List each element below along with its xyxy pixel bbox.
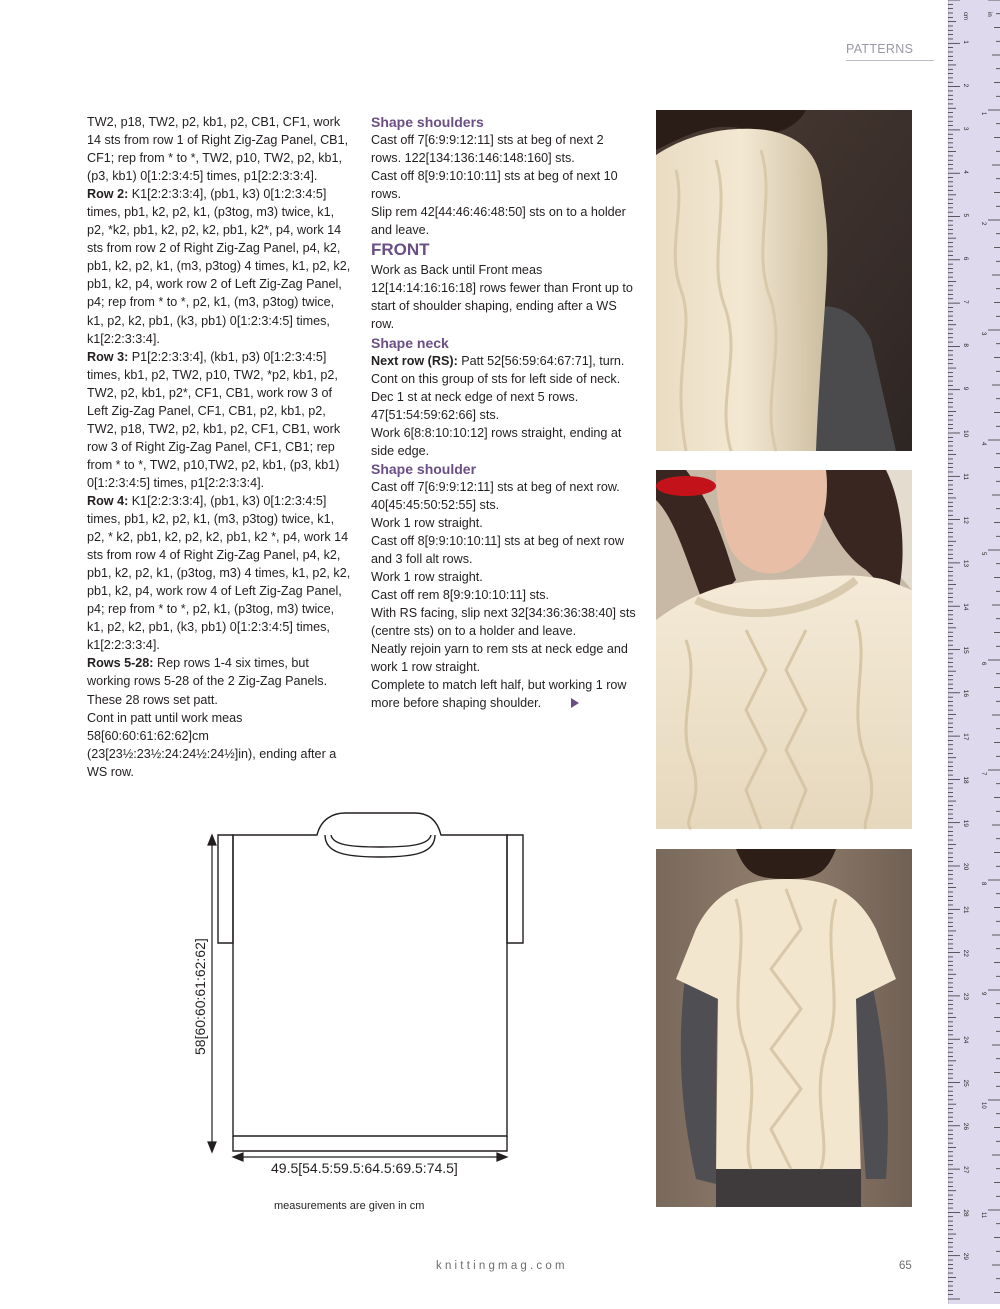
ruler-cm-unit: cm [962,12,968,20]
heading-front: FRONT [371,240,430,260]
continue-arrow-icon [571,698,579,708]
row-2-text: K1[2:2:3:3:4], (pb1, k3) 0[1:2:3:4:5] times, pb1, k2, p2, k1, (p3tog, m3) twice, k1, p2, *k2, pb1, k2, p2, k2, pb1, k2*, p4, work 14 sts from row 2 of Right Zig-Zag Panel, p4, k2, pb1, k2, p2, k1, (m3, p3tog) 4 times, k1, p2, k2, pb1, k2, p4, work row 2 of Left Zig-Zag Panel, p4; rep from * to *, p2, k1, (m3, p3tog) twice, k1, p2, k2, pb1, (k3, pb1) 0[1:2:3:4:5] times, k1[2:2:3:3:4]. [87,187,351,346]
neck-band-inner [331,835,431,847]
photo-sweater-front [656,470,912,829]
ruler-cm-label: 28 [962,1209,969,1217]
next-row [371,352,636,370]
measurements-caption: measurements are given in cm [274,1200,425,1212]
row-3-label: Row 3: [87,349,129,364]
shoulder-step-6: With RS facing, slip next 32[34:36:36:38:40] sts (centre sts) on to a holder and leave. [371,606,636,639]
ruler-cm-label: 18 [962,776,969,784]
ruler-cm-label: 1 [962,40,969,44]
ruler-in-label: 4 [980,442,986,446]
neck-band [325,835,435,857]
photo-sweater-side [656,110,912,451]
ruler-cm-label: 10 [962,430,969,438]
row-2-label: Row 2: [87,187,129,202]
ruler-cm-label: 14 [962,603,969,611]
rows-5-28 [87,654,352,690]
ruler-cm-label: 27 [962,1166,969,1174]
section-tag: PATTERNS [846,42,934,61]
heading-shape-neck: Shape neck [371,334,449,351]
shoulder-step-7: Neatly rejoin yarn to rem sts at neck edge and work 1 row straight. [371,642,628,675]
ruler-cm-label: 23 [962,992,969,1001]
shoulders-step-1: Cast off 7[6:9:9:12:11] sts at beg of next 2 rows. 122[134:136:146:148:160] sts. [371,133,604,166]
photo-sweater-back [656,849,912,1207]
ruler-in-label: 5 [980,552,986,556]
ruler-cm-label: 8 [962,343,969,348]
shoulder-step-5: Cast off rem 8[9:9:10:10:11] sts. [371,588,550,603]
right-sleeve-band [507,835,523,943]
ruler-cm-label: 2 [962,83,969,88]
ruler-in-label: 6 [980,662,986,666]
shoulder-step-8-text: Complete to match left half, but working 1 row more before shaping shoulder. [371,678,627,711]
ruler-in-label: 3 [980,332,986,336]
ruler-cm-label: 11 [962,473,969,481]
pattern-intro: TW2, p18, TW2, p2, kb1, p2, CB1, CF1, work 14 sts from row 1 of Right Zig-Zag Panel, CB1, CF1; rep from * to *, TW2, p10, TW2, p2, kb1, (p3, kb1) 0[1:2:3:4:5] times, p1[2:2:3:3:4]. [87,115,349,184]
row-3 [87,348,352,492]
width-label: 49.5[54.5:59.5:64.5:69.5:74.5] [271,1160,458,1176]
shoulder-step-8 [371,676,636,712]
schematic-drawing [185,805,545,1212]
ruler-cm-label: 5 [962,213,969,218]
page-number: 65 [899,1260,912,1272]
ruler-cm-label: 24 [962,1036,969,1044]
ruler-cm-label: 9 [962,386,969,391]
ruler-in-label: 8 [980,882,986,886]
cont-patt: Cont in patt until work meas 58[60:60:61:62:62]cm (23[23½:23½:24:24½:24½]in), ending after a WS row. [87,710,337,779]
shoulder-step-4: Work 1 row straight. [371,570,483,585]
row-4-label: Row 4: [87,493,129,508]
ruler-cm-label: 29 [962,1252,969,1260]
shoulder-step-3: Cast off 8[9:9:10:10:11] sts at beg of next row and 3 foll alt rows. [371,534,624,567]
next-row-text: Patt 52[56:59:64:67:71], turn. [457,353,625,368]
ruler-cm-label: 13 [962,559,969,568]
ruler-in-label: 10 [980,1102,986,1109]
ruler-cm-label: 25 [962,1079,969,1087]
rows-5-28-label: Rows 5-28: [87,656,154,671]
neck-step-2: Dec 1 st at neck edge of next 5 rows. 47[51:54:59:62:66] sts. [371,389,579,422]
ruler-cm-label: 7 [962,300,969,304]
body-outline [233,813,507,1136]
ruler-cm-label: 26 [962,1122,969,1131]
ruler-in-unit: in [986,12,992,17]
hem-band [233,1136,507,1151]
heading-shape-shoulder: Shape shoulder [371,460,477,477]
length-label: 58[60:60:61:62:62] [192,938,208,1055]
pattern-column-2 [371,113,636,713]
ruler-in-label: 9 [980,992,986,996]
ruler-cm-label: 19 [962,819,969,827]
set-patt: These 28 rows set patt. [87,692,218,707]
ruler-in-label: 7 [980,772,986,776]
ruler-in-label: 2 [980,222,986,226]
pattern-column-1 [87,113,352,781]
ruler-cm-label: 16 [962,689,969,698]
shoulder-step-2: Work 1 row straight. [371,515,483,530]
row-3-text: P1[2:2:3:3:4], (kb1, p3) 0[1:2:3:4:5] times, kb1, p2, TW2, p10, TW2, *p2, kb1, p2, TW2, p2, kb1, p2*, CF1, CB1, work row 3 of Left Zig-Zag Panel, CF1, CB1, p2, kb1, p2, TW2, p18, TW2, p2, kb1, p2, CF1, CB1, work row 3 of Right Zig-Zag Panel, CF1, CB1; rep from * to *, TW2, p10,TW2, p2, kb1, (p3, kb1) 0[1:2:3:4:5] times, p1[2:2:3:3:4]. [87,349,341,490]
ruler-in-label: 11 [980,1212,986,1219]
ruler-cm-label: 4 [962,170,969,174]
heading-shape-shoulders: Shape shoulders [371,114,484,130]
next-row-label: Next row (RS): [371,353,458,368]
footer-site: knittingmag.com [436,1260,568,1272]
ruler-cm-label: 17 [962,733,969,741]
ruler-cm-label: 21 [962,906,969,914]
row-4-text: K1[2:2:3:3:4], (pb1, k3) 0[1:2:3:4:5] times, pb1, k2, p2, k1, (m3, p3tog) twice, k1, p2, * k2, pb1, k2, p2, k2, pb1, k2 *, p4, work 14 sts from row 4 of Right Zig-Zag Panel, p4, k2, pb1, k2, p2, k1, (p3tog, m3) 4 times, k1, p2, k2, pb1, k2, p4, work row 4 of Left Zig-Zag Panel, p4; rep from * to *, p2, k1, (p3tog, m3) twice, k1, p2, k2, pb1, (k3, pb1) 0[1:2:3:4:5] times, k1[2:2:3:3:4]. [87,493,351,653]
ruler-cm-label: 22 [962,949,969,957]
ruler-in-label: 1 [980,112,986,116]
row-4 [87,492,352,654]
rows-5-28-text: Rep rows 1-4 six times, but working rows 5-28 of the 2 Zig-Zag Panels. [87,656,328,689]
shoulders-step-3: Slip rem 42[44:46:46:48:50] sts on to a holder and leave. [371,205,626,238]
ruler-cm-label: 12 [962,516,969,524]
ruler-cm-label: 6 [962,256,969,261]
shoulder-step-1: Cast off 7[6:9:9:12:11] sts at beg of next row. 40[45:45:50:52:55] sts. [371,479,620,512]
neck-step-1: Cont on this group of sts for left side of neck. [371,371,621,386]
left-sleeve-band [218,835,233,943]
shoulders-step-2: Cast off 8[9:9:10:10:11] sts at beg of next 10 rows. [371,169,618,202]
measuring-ruler [948,0,1000,1304]
front-step-1: Work as Back until Front meas 12[14:14:16:16:18] rows fewer than Front up to start of shoulder shaping, ending after a WS row. [371,263,633,332]
ruler-cm-label: 15 [962,646,969,654]
row-2 [87,185,352,347]
ruler-cm-label: 20 [962,863,969,871]
ruler-cm-label: 3 [962,126,969,131]
neck-step-3: Work 6[8:8:10:10:12] rows straight, ending at side edge. [371,425,622,458]
garment-schematic [185,805,545,1212]
